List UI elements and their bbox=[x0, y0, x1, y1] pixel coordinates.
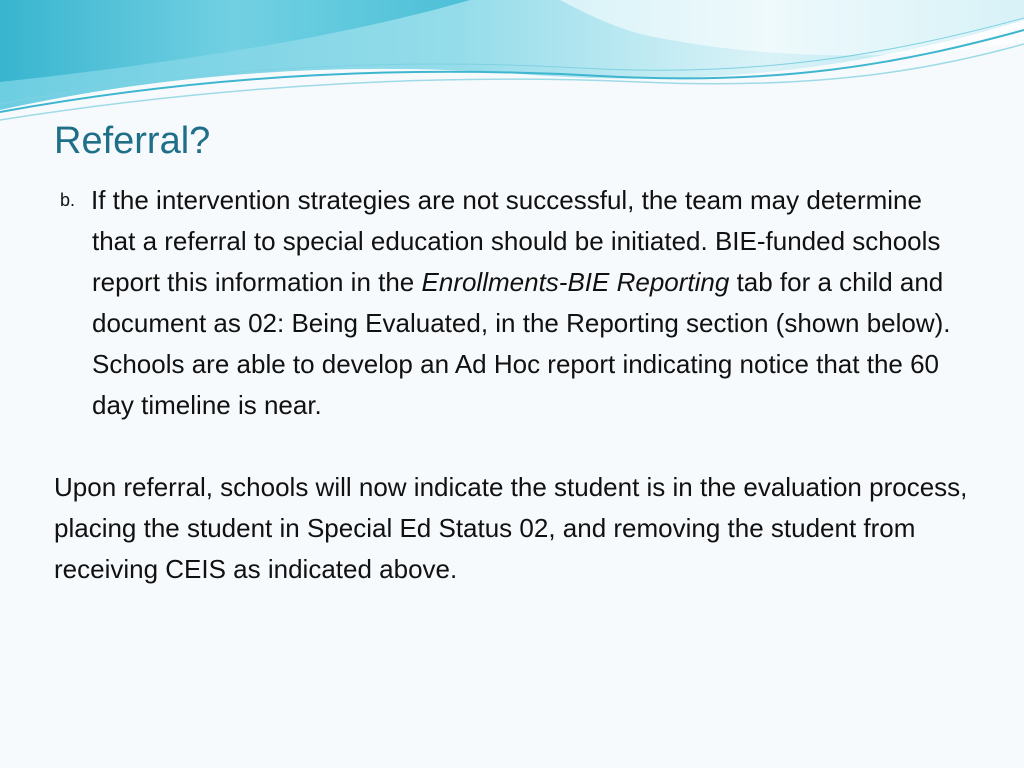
list-item-text-end: tab for a child and document as 02: Being Evaluated, in the Reporting section (shown below). Schools are able to develop an Ad Hoc report indicating notice that the 60 day timeline is near. bbox=[92, 267, 951, 420]
slide-body bbox=[54, 180, 974, 590]
slide-title: Referral? bbox=[54, 120, 211, 162]
wave-header-decoration bbox=[0, 0, 1024, 130]
list-marker: b. bbox=[60, 190, 76, 210]
list-item-italic-text: Enrollments-BIE Reporting bbox=[421, 267, 730, 297]
list-item-b bbox=[54, 180, 962, 426]
body-paragraph: Upon referral, schools will now indicate the student is in the evaluation process, placing the student in Special Ed Status 02, and removing the student from receiving CEIS as indicated above. bbox=[54, 472, 968, 584]
list-item-text-start: If the intervention strategies are not successful, the team may determine that a referral to special education should be initiated. BIE-funded schools report this information in the bbox=[91, 185, 941, 297]
